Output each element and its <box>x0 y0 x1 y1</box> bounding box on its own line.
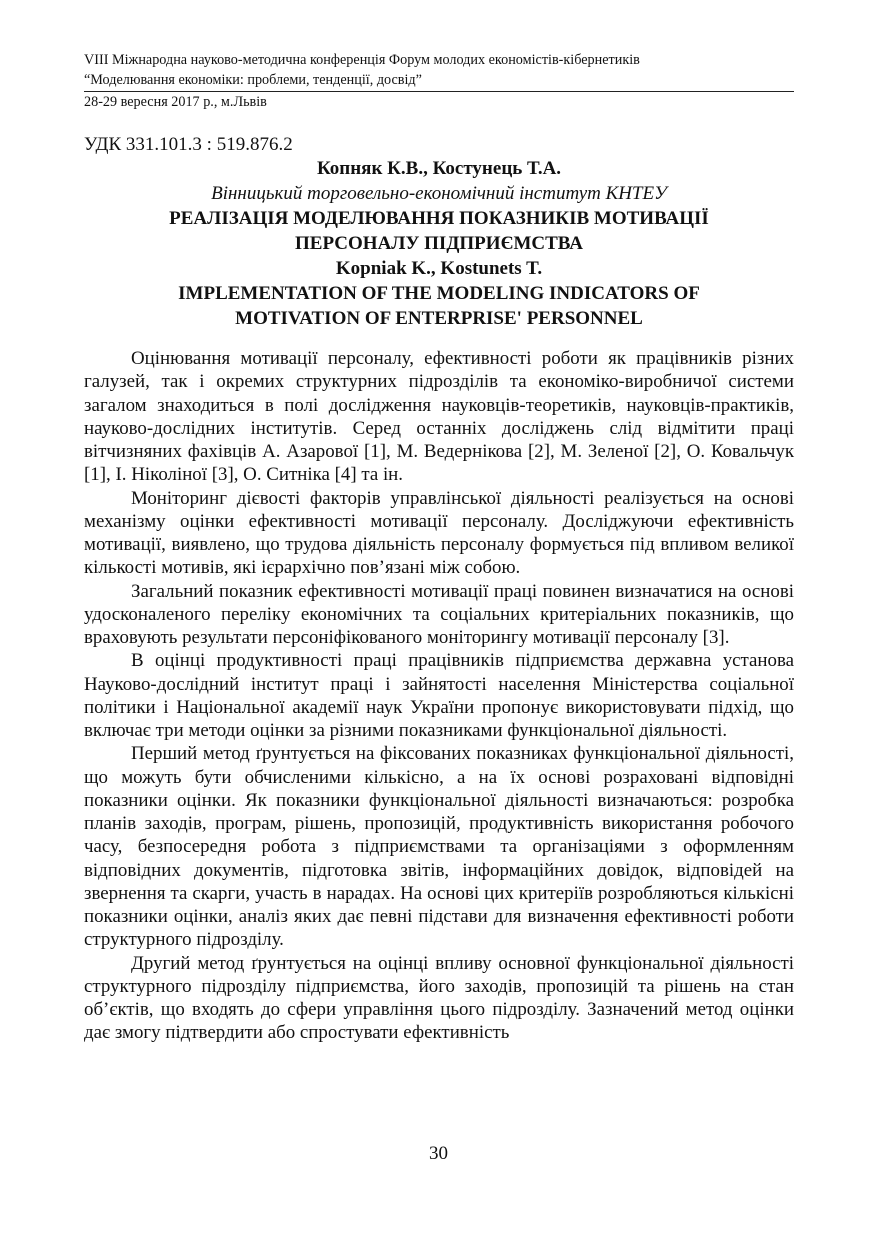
title-ua-line-1: РЕАЛІЗАЦІЯ МОДЕЛЮВАННЯ ПОКАЗНИКІВ МОТИВАЦІЇ <box>169 208 709 229</box>
page-number: 30 <box>429 1143 448 1164</box>
title-block <box>84 156 794 331</box>
paragraph: В оцінці продуктивності праці працівників підприємства державна установа Науково-дослідний інститут праці і зайнятості населення Міністерства соціальної політики і Національної академії наук України пропонує використовувати підхід, що включає три методи оцінки за різними показниками функціональної діяльності. <box>84 650 794 741</box>
authors-en: Kopniak K., Kostunets T. <box>335 258 543 279</box>
title-en-line-1: IMPLEMENTATION OF THE MODELING INDICATORS OF <box>178 283 700 304</box>
institution: Вінницький торговельно-економічний інститут КНТЕУ <box>211 183 667 204</box>
paragraph: Моніторинг дієвості факторів управлінської діяльності реалізується на основі механізму оцінки ефективності мотивації персоналу. Досліджуючи ефективність мотивації, виявлено, що трудова діяльність персоналу формується під впливом великої кількості мотивів, які ієрархічно пов’язані між собою. <box>84 487 794 579</box>
running-header <box>84 50 794 112</box>
udk-code: УДК 331.101.3 : 519.876.2 <box>84 134 293 155</box>
paragraph: Другий метод ґрунтується на оцінці впливу основної функціональної діяльності структурного підрозділу підприємства, його заходів, пропозицій та рішень на стан об’єктів, що входять до сфери управління цього підрозділу. Зазначений метод оцінки дає змогу підтвердити або спростувати ефективність <box>84 952 794 1044</box>
paragraph: Оцінювання мотивації персоналу, ефективності роботи як працівників різних галузей, так і окремих структурних підрозділів та економіко-виробничої системи загалом знаходиться в полі дослідження науковців-теоретиків, науковців-практиків, науково-дослідних інститутів. Серед останніх досліджень слід відмітити праці вітчизняних фахівців А. Азарової [1], М. Ведернікова [2], М. Зеленої [2], О. Ковальчук [1], І. Ніколіної [3], О. Ситніка [4] та ін. <box>84 348 794 486</box>
article-body <box>84 347 794 1045</box>
title-ua-line-2: ПЕРСОНАЛУ ПІДПРИЄМСТВА <box>295 233 583 254</box>
paragraph: Перший метод ґрунтується на фіксованих показниках функціональної діяльності, що можуть бути обчисленими кількісно, а на їх основі розраховані відповідні показники оцінки. Як показники функціональної діяльності визначаються: розробка планів заходів, програм, рішень, пропозицій, продуктивність використання робочого часу, безпосередня робота з підприємствами та організаціями з оформленням відповідних документів, підготовка звітів, інформаційних довідок, відповідей на звернення та скарги, участь в нарадах. На основі цих критеріїв розробляються кількісні показники оцінки, аналіз яких дає певні підстави для визначення ефективності роботи структурного підрозділу. <box>84 743 794 951</box>
title-en-line-2: MOTIVATION OF ENTERPRISE' PERSONNEL <box>235 308 643 329</box>
conference-subtitle-line: “Моделювання економіки: проблеми, тенденції, досвід” <box>84 72 422 88</box>
conference-date: 28-29 вересня 2017 р., м.Львів <box>84 94 267 110</box>
authors-ua: Копняк К.В., Костунець Т.А. <box>316 158 562 179</box>
paragraph: Загальний показник ефективності мотивації праці повинен визначатися на основі удосконаленого переліку економічних та соціальних критеріальних показників, що враховують результати персоніфікованого моніторингу мотивації персоналу [3]. <box>84 580 794 648</box>
conference-title-line: VIII Міжнародна науково-методична конференція Форум молодих економістів-кібернетиків <box>84 52 640 68</box>
